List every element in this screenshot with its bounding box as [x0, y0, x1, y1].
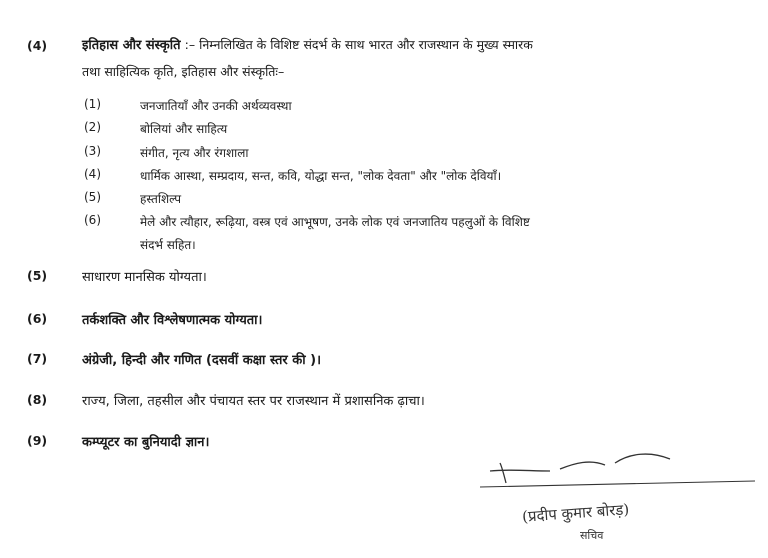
- sub-item-text: मेले और त्यौहार, रूढ़िया, वस्त्र एवं आभूषण, उनके लोक एवं जनजातिय पहलुओं के विशिष्ट: [140, 215, 530, 229]
- sub-item-text: जनजातियाँ और उनकी अर्थव्यवस्था: [140, 99, 292, 113]
- sub-item-text: संगीत, नृत्य और रंगशाला: [140, 146, 249, 160]
- signature-scribble: [480, 445, 760, 505]
- sub-item-number: (1): [84, 97, 101, 111]
- section-text: कम्प्यूटर का बुनियादी ज्ञान।: [82, 435, 210, 450]
- section-text: तर्कशक्ति और विश्लेषणात्मक योग्यता।: [82, 313, 263, 328]
- sub-item-text: हस्तशिल्प: [140, 192, 182, 206]
- signatory-name: (प्रदीप कुमार बोरड़): [521, 500, 630, 526]
- sub-item-text: धार्मिक आस्था, सम्प्रदाय, सन्त, कवि, योद्धा सन्त, "लोक देवता" और "लोक देवियाँ।: [140, 169, 502, 183]
- sub-item-number: (6): [84, 213, 101, 227]
- section-number: (9): [27, 433, 48, 448]
- section-4-number: (4): [27, 38, 48, 53]
- sub-item-number: (2): [84, 120, 101, 134]
- sub-item-text-continued: संदर्भ सहित।: [140, 238, 196, 252]
- section-text: साधारण मानसिक योग्यता।: [82, 270, 207, 285]
- section-4-intro-line2: तथा साहित्यिक कृति, इतिहास और संस्कृतिः–: [82, 64, 285, 79]
- sub-item-number: (3): [84, 144, 101, 158]
- section-number: (7): [27, 351, 48, 366]
- section-4-intro-line1: :– निम्नलिखित के विशिष्ट संदर्भ के साथ भारत और राजस्थान के मुख्य स्मारक: [184, 37, 533, 52]
- section-4-heading: [82, 37, 533, 54]
- section-number: (8): [27, 392, 48, 407]
- section-number: (6): [27, 311, 48, 326]
- signatory-designation: सचिव: [580, 529, 604, 542]
- section-4-title: इतिहास और संस्कृति: [82, 38, 181, 53]
- sub-item-number: (5): [84, 190, 101, 204]
- section-text: राज्य, जिला, तहसील और पंचायत स्तर पर राजस्थान में प्रशासनिक ढ़ाचा।: [82, 394, 425, 409]
- sub-item-text: बोलियां और साहित्य: [140, 122, 228, 136]
- sub-item-number: (4): [84, 167, 101, 181]
- section-number: (5): [27, 268, 48, 283]
- section-text: अंग्रेजी, हिन्दी और गणित (दसवीं कक्षा स्तर की )।: [82, 353, 321, 368]
